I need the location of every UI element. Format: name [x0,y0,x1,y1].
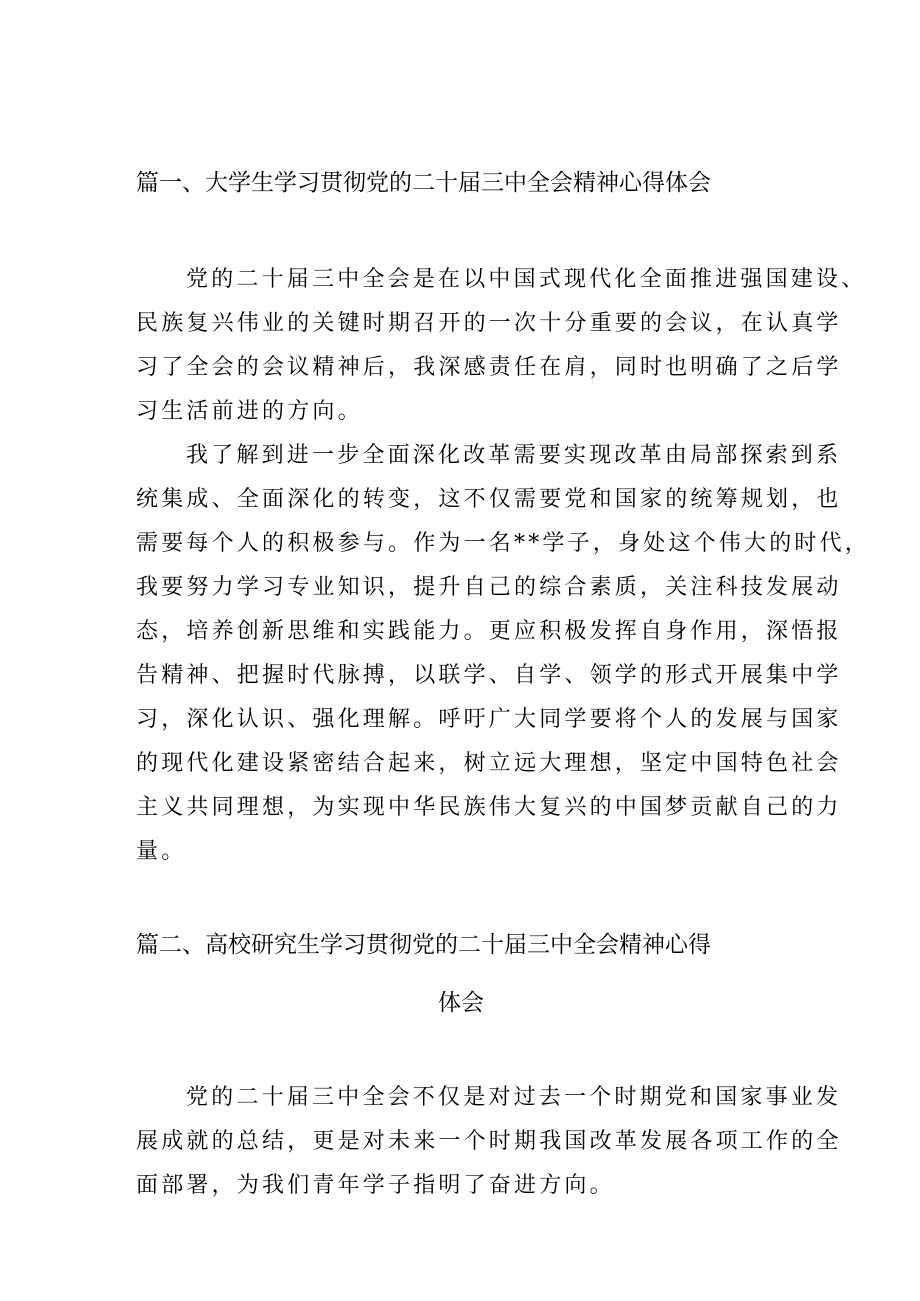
section-1-paragraph-2-line-7: 习，深化认识、强化理解。呼吁广大同学要将个人的发展与国家 [136,707,842,732]
section-2-title-line-1: 篇二、高校研究生学习贯彻党的二十届三中全会精神心得 [136,932,711,958]
section-2-paragraph-1-line-3: 面部署，为我们青年学子指明了奋进方向。 [136,1173,615,1198]
section-2-title-line-2: 体会 [438,990,484,1016]
section-1-paragraph-2-line-1: 我了解到进一步全面深化改革需要实现改革由局部探索到系 [186,443,842,468]
section-1-paragraph-1-line-2: 民族复兴伟业的关键时期召开的一次十分重要的会议，在认真学 [136,311,842,336]
section-2-paragraph-1-line-1: 党的二十届三中全会不仅是对过去一个时期党和国家事业发 [186,1085,842,1110]
section-1-title: 篇一、大学生学习贯彻党的二十届三中全会精神心得体会 [136,170,711,196]
section-1-paragraph-2-line-9: 主义共同理想，为实现中华民族伟大复兴的中国梦贡献自己的力 [136,795,842,820]
section-1-paragraph-1-line-3: 习了全会的会议精神后，我深感责任在肩，同时也明确了之后学 [136,355,842,380]
section-1-paragraph-2-line-10: 量。 [136,839,187,864]
section-1-paragraph-2-line-2: 统集成、全面深化的转变，这不仅需要党和国家的统筹规划，也 [136,487,842,512]
section-2-paragraph-1-line-2: 展成就的总结，更是对未来一个时期我国改革发展各项工作的全 [136,1129,842,1154]
section-1-paragraph-2-line-5: 态，培养创新思维和实践能力。更应积极发挥自身作用，深悟报 [136,619,842,644]
section-1-paragraph-1-line-4: 习生活前进的方向。 [136,399,363,424]
section-1-paragraph-2-line-3: 需要每个人的积极参与。作为一名**学子，身处这个伟大的时代， [136,531,871,556]
section-1-paragraph-1-line-1: 党的二十届三中全会是在以中国式现代化全面推进强国建设、 [186,267,867,292]
section-1-paragraph-2-line-6: 告精神、把握时代脉搏，以联学、自学、领学的形式开展集中学 [136,663,842,688]
section-1-paragraph-2-line-8: 的现代化建设紧密结合起来，树立远大理想，坚定中国特色社会 [136,751,842,776]
section-1-paragraph-2-line-4: 我要努力学习专业知识，提升自己的综合素质，关注科技发展动 [136,575,842,600]
